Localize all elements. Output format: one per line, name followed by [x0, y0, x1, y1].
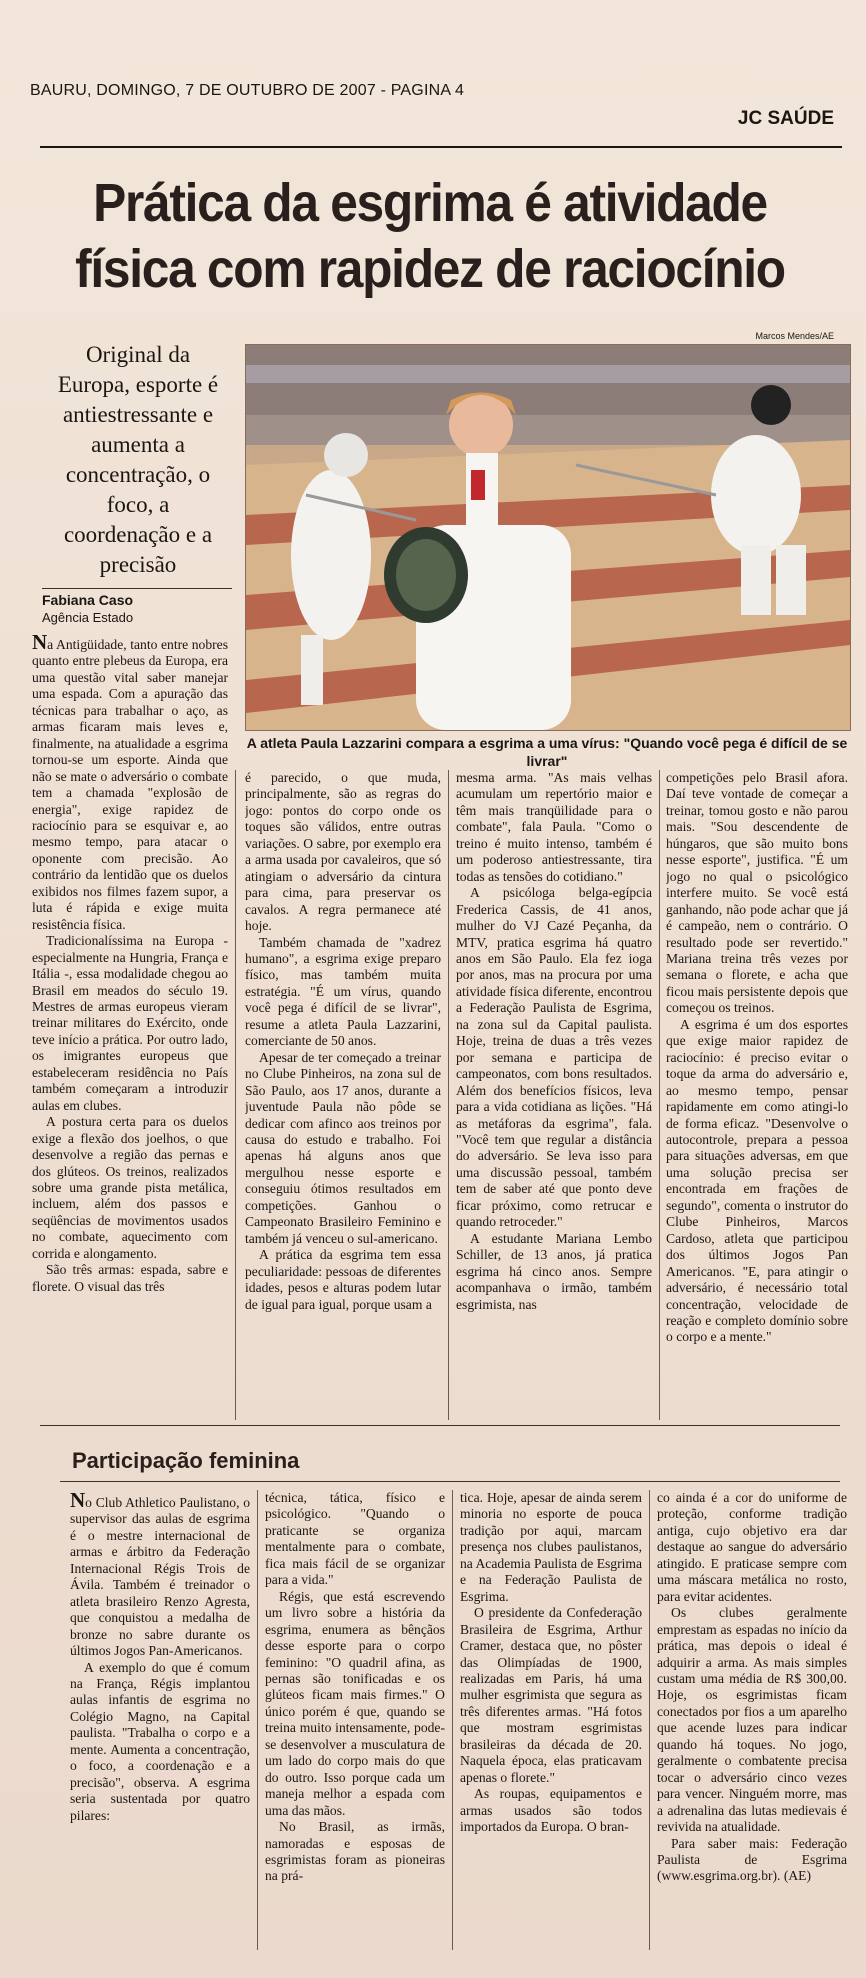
- section-tag: JC SAÚDE: [737, 108, 834, 129]
- paragraph: Apesar de ter começado a treinar no Clube Pinheiros, na zona sul de São Paulo, aos 17 anos, durante a juventude Paula não pôde se dedicar com afinco aos treinos por causa do estudo e trabalho. Foi apenas há alguns anos que mergulhou nesse esporte e conseguiu ótimos resultados em competições. Ganhou o Campeonato Brasileiro Feminino e também já venceu o sul-americano.: [245, 1049, 441, 1246]
- column-divider: [452, 1490, 453, 1950]
- photo-caption: A atleta Paula Lazzarini compara a esgrima a uma vírus: "Quando você pega é difícil de se livrar": [246, 735, 848, 769]
- column-divider: [448, 770, 449, 1420]
- drop-cap: N: [70, 1490, 86, 1512]
- paragraph: Para saber mais: Federação Paulista de Esgrima (www.esgrima.org.br). (AE): [657, 1835, 847, 1884]
- paragraph: técnica, tática, físico e psicológico. "Quando o praticante se organiza mentalmente para o combate, fica mais fácil de se organizar para a vida.": [265, 1490, 445, 1588]
- paragraph: Os clubes geralmente emprestam as espadas no início da prática, mas depois o ideal é adquirir a arma. As mais simples custam uma média de R$ 300,00. Hoje, os esgrimistas ficam conectados por fios a um aparelho que acende luzes para indicar quando há toques. No jogo, geralmente o combatente precisa tocar o adversário cinco vezes para vencer. Ninguém morre, mas a adrenalina das lutas medievais é revivida na atualidade.: [657, 1605, 847, 1835]
- author-rule: [42, 588, 232, 589]
- paragraph-text: o Club Athletico Paulistano, o supervisor das aulas de esgrima é o mestre internacional de armas e árbitro da Federação Internacional Régis Trois de Ávila. Também é treinador o atleta brasileiro Renzo Agresta, que conquistou a medalha de bronze no sabre durante os últimos Jogos Pan-Americanos.: [70, 1495, 250, 1659]
- paragraph: tica. Hoje, apesar de ainda serem minoria no esporte de pouca tradição por aqui, marcam presença nos clubes paulistanos, na Academia Paulista de Esgrima e na Federação Paulista de Esgrima.: [460, 1490, 642, 1604]
- sidebar-title-rule: [60, 1481, 840, 1482]
- column-divider: [235, 770, 236, 1420]
- headline-line-1: Prática da esgrima é atividade: [93, 173, 767, 233]
- fencing-photo: [245, 344, 851, 731]
- article-column-3: [456, 770, 652, 1422]
- dateline: BAURU, DOMINGO, 7 DE OUTUBRO DE 2007 - PAGINA 4: [30, 82, 465, 99]
- fencing-photo-illustration: [246, 345, 850, 730]
- section-divider: [40, 1425, 840, 1426]
- paragraph: [32, 632, 228, 933]
- paragraph: mesma arma. "As mais velhas acumulam um repertório maior e têm mais tranqüilidade para o combate", fala Paula. "Como o treino é muito intenso, também é um poderoso antiestressante, tira todas as tensões do cotidiano.": [456, 770, 652, 884]
- paragraph: A estudante Mariana Lembo Schiller, de 13 anos, já pratica esgrima há cinco anos. Sempre acompanhava o irmão, também esgrimista, nas: [456, 1230, 652, 1312]
- column-divider: [257, 1490, 258, 1950]
- sidebar-column-3: [460, 1490, 642, 1958]
- paragraph: A psicóloga belga-egípcia Frederica Cassis, de 41 anos, mulher do VJ Cazé Peçanha, da MTV, pratica esgrima há quatro anos em São Paulo. Ela fez ioga por anos, mas na procura por uma atividade física diferente, encontrou a Federação Paulista de Esgrima, na zona sul da Capital paulista. Hoje, treina de duas a três vezes por semana e participa de campeonatos, com bons resultados. Além dos benefícios físicos, leva para a vida cotidiana as lições. "Há as metáforas da esgrima", fala. "Você tem que regular a distância do adversário. Se leva isso para uma discussão pessoal, também tem de saber até que ponto deve ficar próximo, como retrucar e quando retroceder.": [456, 885, 652, 1230]
- paragraph: As roupas, equipamentos e armas usados são todos importados da Europa. O bran-: [460, 1786, 642, 1835]
- column-divider: [649, 1490, 650, 1950]
- headline: [62, 170, 798, 302]
- drop-cap: N: [32, 632, 48, 654]
- column-divider: [659, 770, 660, 1420]
- sidebar-column-4: [657, 1490, 847, 1958]
- author: Fabiana Caso: [42, 592, 134, 608]
- paragraph: Tradicionalíssima na Europa - especialmente na Hungria, França e Itália -, essa modalidade chegou ao Brasil em meados do século 19. Mestres de armas europeus vieram treinar militares do Exército, onde teve início a prática. Por outro lado, os imigrantes europeus que estabeleceram residência no País também começaram a introduzir aulas em clubes.: [32, 933, 228, 1113]
- paragraph: O presidente da Confederação Brasileira de Esgrima, Arthur Cramer, destaca que, no pôster das Olimpíadas de 1900, realizadas em Paris, há uma mulher esgrimista que segura as três diferentes armas. "Há fotos que mostram esgrimistas brasileiras da década de 20. Naquela época, elas praticavam apenas o florete.": [460, 1605, 642, 1785]
- paragraph: co ainda é a cor do uniforme de proteção, conforme tradição antiga, cujo objetivo era dar destaque ao sangue do adversário atingido. E praticase sempre com uma máscara metálica no rosto, para evitar acidentes.: [657, 1490, 847, 1604]
- paragraph: competições pelo Brasil afora. Daí teve vontade de começar a treinar, tomou gosto e não parou mais. "Sou descendente de húngaros, que são muito bons nesse esporte", justifica. "É um jogo no qual o psicológico interfere muito. Se você está ganhando, não pode achar que já é campeão, nem o contrário. O resultado pode ser revertido." Mariana treina três vezes por semana o florete, e acha que ficou mais persistente depois que começou os treinos.: [666, 770, 848, 1016]
- sidebar-column-2: [265, 1490, 445, 1958]
- sidebar-column-1: [70, 1490, 250, 1958]
- agency: Agência Estado: [42, 610, 134, 625]
- article-column-2: [245, 770, 441, 1422]
- headline-line-2: física com rapidez de raciocínio: [75, 239, 785, 299]
- paragraph: A postura certa para os duelos exige a flexão dos joelhos, o que desenvolve a região das pernas e dos glúteos. Os treinos, realizados sobre uma grande pista metálica, incluem, além dos passos e seqüências de movimentos usados no combate, aquecimento com corrida e alongamento.: [32, 1114, 228, 1261]
- paragraph: São três armas: espada, sabre e florete. O visual das três: [32, 1262, 228, 1294]
- header-rule: [40, 146, 842, 148]
- paragraph: [70, 1490, 250, 1660]
- paragraph: é parecido, o que muda, principalmente, são as regras do jogo: pontos do corpo onde os toques são válidos, entre outras variações. O sabre, por exemplo era a arma usada por cavaleiros, que só atingiam o adversário da cintura para cima, para preservar os cavalos. A regra permanece até hoje.: [245, 770, 441, 934]
- paragraph-text: a Antigüidade, tanto entre nobres quanto entre plebeus da Europa, era uma questão vital saber manejar uma espada. Com a apuração das técnicas para trabalhar o aço, as armas ficaram mais leves e, finalmente, na atualidade a esgrima tornou-se um esporte. Ainda que não se mate o adversário o combate tem a chamada "explosão de energia", exige rapidez de raciocínio para se esquivar e, ao mesmo tempo, para atacar o oponente com precisão. Ao contrário da lentidão que os duelos exibidos nos filmes fazem supor, a luta é rápida e exige muita resistência física.: [32, 637, 228, 932]
- paragraph: A exemplo do que é comum na França, Régis implantou aulas infantis de esgrima no Colégio Magno, na Capital paulista. "Trabalha o corpo e a mente. Aumenta a concentração, o foco, a coordenação e a precisão", observa. A esgrima seria sustentada por quatro pilares:: [70, 1659, 250, 1823]
- article-column-1: [32, 632, 228, 1422]
- deck: Original da Europa, esporte é antiestressante e aumenta a concentração, o foco, a coordenação e a precisão: [57, 342, 219, 577]
- sidebar-title: Participação feminina: [72, 1448, 300, 1473]
- paragraph: Régis, que está escrevendo um livro sobre a história da esgrima, enumera as bênçãos desse esporte para o corpo feminino: "O quadril afina, as pernas são tonificadas e os glúteos ficam mais firmes." O único porém é que, quando se treina muito intensamente, pode-se desenvolver a musculatura de um lado do corpo mais do que do outro. Isso porque cada um maneja melhor a espada com uma das mãos.: [265, 1588, 445, 1818]
- article-column-4: [666, 770, 848, 1422]
- paragraph: A esgrima é um dos esportes que exige maior rapidez de raciocínio: é preciso evitar o toque da arma do adversário e, ao mesmo tempo, pensar rapidamente em como atingi-lo de forma eficaz. "Desenvolve o autocontrole, prepara a pessoa para situações adversas, em que uma solução precisa ser encontrada em frações de segundo", comenta o instrutor do Clube Pinheiros, Marcos Cardoso, atleta que participou dos últimos Jogos Pan Americanos. "E, para atingir o adversário, é necessário total concentração, velocidade de reação e completo domínio sobre o corpo e a mente.": [666, 1016, 848, 1345]
- paragraph: A prática da esgrima tem essa peculiaridade: pessoas de diferentes idades, pesos e alturas podem lutar de igual para igual, porque usam a: [245, 1247, 441, 1312]
- photo-credit: Marcos Mendes/AE: [755, 331, 834, 341]
- paragraph: No Brasil, as irmãs, namoradas e esposas de esgrimistas foram as pioneiras na prá-: [265, 1819, 445, 1884]
- paragraph: Também chamada de "xadrez humano", a esgrima exige preparo físico, mas também muita estratégia. "É um vírus, quando você pega é difícil de se livrar", resume a atleta Paula Lazzarini, comerciante de 50 anos.: [245, 934, 441, 1049]
